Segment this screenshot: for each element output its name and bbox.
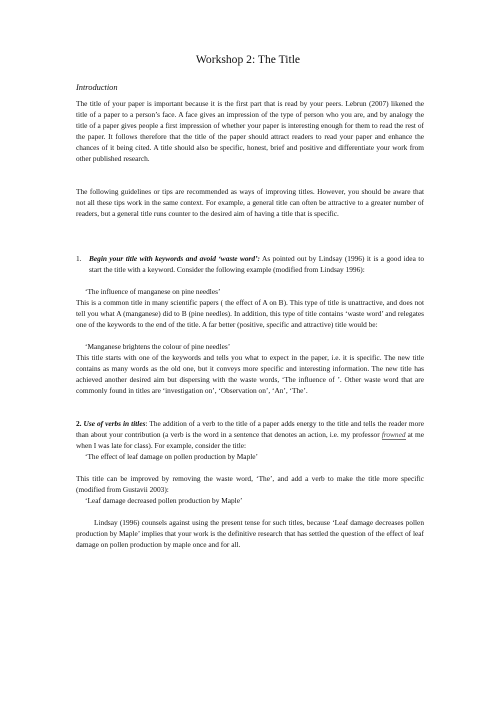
example-title-2-improved: ‘Leaf damage decreased pollen production by Maple’ [85,496,243,505]
list-item-1 [76,253,424,275]
page-title: Workshop 2: The Title [195,53,301,66]
example-title-improved: ‘Manganese brightens the colour of pine needles’ [85,342,231,351]
list-item-lead: Begin your title with keywords and avoid ‘waste word’: [89,254,260,263]
list-item-text [76,253,424,275]
explanation-paragraph-3: This title can be improved by removing the waste word, ‘The’, and add a verb to make the title more specific (modified from Gustavii 2003): [76,474,424,495]
list-item-body: As pointed out by Lindsay (1996) it is a good idea to start the title with a keyword. Consider the following example (modified from Lindsay 1996): [89,254,424,275]
list-item-2 [76,418,424,451]
list-item-text: 2. Use of verbs in titles: The addition of a verb to the title of a paper adds energy to the title and tells the reader more than about your contribution (a verb is the word in a sentence that denotes an action, i.e. my professor frowned at me when I was late for class). For example, consider the title: [76,419,424,451]
closing-paragraph: Lindsay (1996) counsels against using the present tense for such titles, because ‘Leaf damage decreases pollen production by Maple’ implies that your work is the definitive research that has settled the question of the effect of leaf damage on pollen production by maple once and for all. [76,518,424,550]
example-title-2: ‘The effect of leaf damage on pollen production by Maple’ [85,452,258,461]
example-title: ‘The influence of manganese on pine needles’ [85,287,221,296]
section-heading: Introduction [76,83,118,92]
explanation-paragraph-2: This title starts with one of the keywords and tells you what to expect in the paper, i.e. it is specific. The new title contains as many words as the old one, but it conveys more specific and interesting information. The new title has achieved another desired aim but dispersing with the waste words, ‘The influence of ’. Other waste word that are commonly found in titles are ‘investigation on’, ‘Observation on’, ‘An’, ‘The’. [76,353,424,396]
intro-paragraph: The title of your paper is important because it is the first part that is read by your peers. Lebrun (2007) likened the title of a paper to a person’s face. A face gives an impression of the type of person who you are, and by analogy the title of a paper gives people a first impression of whether your paper is interesting enough for them to read the rest of the paper. It follows therefore that the title of the paper should attract readers to read your paper and enhance the chances of it being cited. A title should also be specific, honest, brief and positive and differentiate your work from other published research. [76,99,424,164]
explanation-paragraph: This is a common title in many scientific papers ( the effect of A on B). This type of title is unattractive, and does not tell you what A (manganese) did to B (pine needles). In addition, this type of title contains ‘waste word’ and relegates one of the keywords to the end of the title. A far better (positive, specific and attractive) title would be: [76,298,424,330]
highlighted-word: frowned [381,430,406,440]
list-number: 1. [76,254,82,263]
list-item-lead: Use of verbs in titles [83,419,146,428]
guidelines-paragraph: The following guidelines or tips are recommended as ways of improving titles. However, you should be aware that not all these tips work in the same context. For example, a general title can often be attractive to a greater number of readers, but a general title runs counter to the desired aim of having a title that is specific. [76,187,424,219]
